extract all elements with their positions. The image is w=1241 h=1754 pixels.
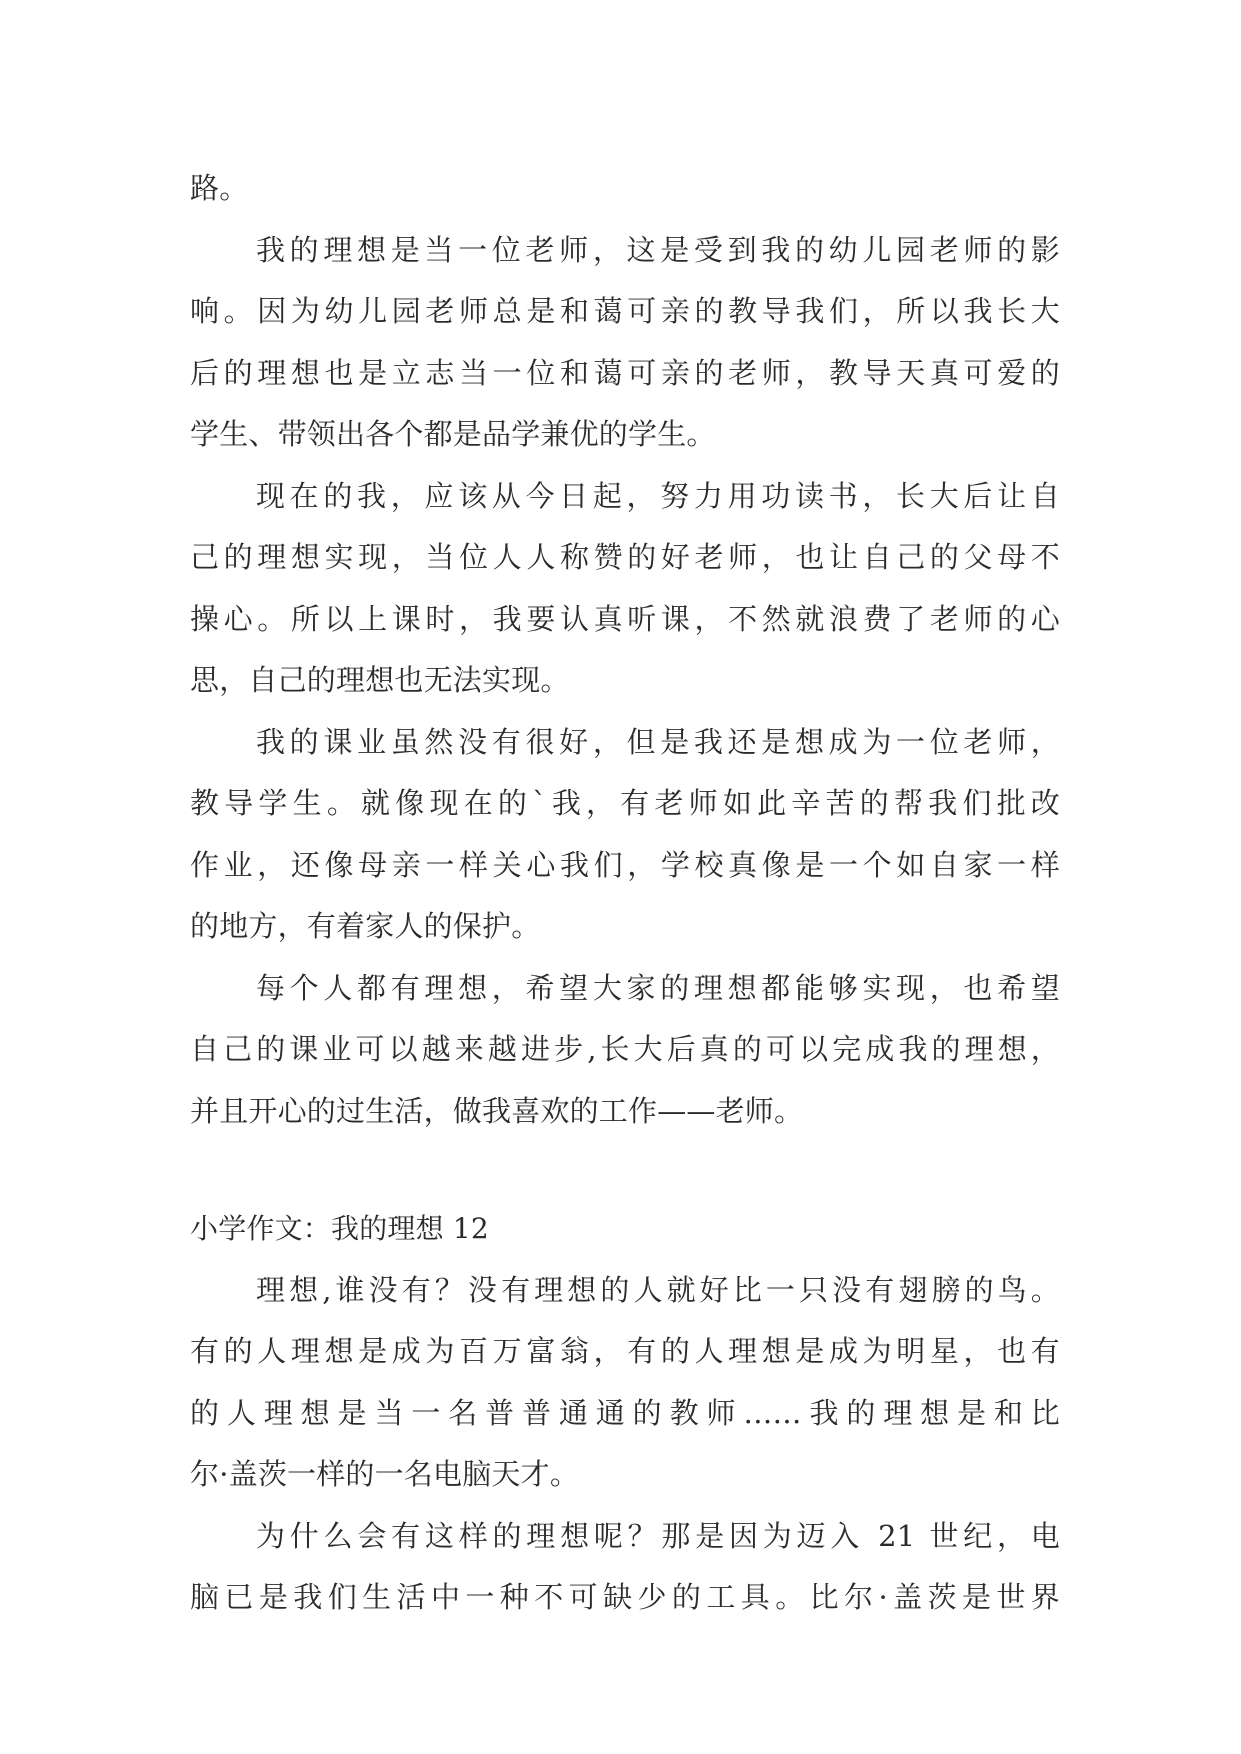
paragraph (190, 1506, 1060, 1629)
text-line: 现在的我，应该从今日起，努力用功读书，长大后让自 (256, 478, 1060, 513)
text-line: 后的理想也是立志当一位和蔼可亲的老师，教导天真可爱的 (190, 355, 1060, 390)
text-line: 响。因为幼儿园老师总是和蔼可亲的教导我们，所以我长大 (190, 294, 1060, 328)
text-line: 的人理想是当一名普普通通的教师……我的理想是和比 (190, 1395, 1060, 1430)
continuation-line: 路。 (190, 171, 249, 205)
text-line: 并且开心的过生活，做我喜欢的工作——老师。 (190, 1093, 804, 1128)
text-line: 自己的课业可以越来越进步,长大后真的可以完成我的理想， (190, 1032, 1060, 1066)
text-line: 教导学生。就像现在的`我，有老师如此辛苦的帮我们批改 (190, 786, 1060, 820)
document-body (190, 158, 1060, 1629)
text-line: 操心。所以上课时，我要认真听课，不然就浪费了老师的心 (190, 601, 1060, 636)
text-line: 每个人都有理想，希望大家的理想都能够实现，也希望 (256, 970, 1060, 1005)
text-line: 作业，还像母亲一样关心我们，学校真像是一个如自家一样 (190, 847, 1060, 882)
text-line: 理想,谁没有？没有理想的人就好比一只没有翅膀的鸟。 (256, 1272, 1060, 1307)
section-title: 小学作文：我的理想 12 (190, 1212, 489, 1245)
paragraph (190, 466, 1060, 712)
paragraph (190, 220, 1060, 466)
paragraph (190, 1260, 1060, 1506)
text-line: 有的人理想是成为百万富翁，有的人理想是成为明星，也有 (190, 1334, 1060, 1368)
text-line: 思，自己的理想也无法实现。 (190, 663, 570, 697)
text-line: 为什么会有这样的理想呢？那是因为迈入 21 世纪，电 (256, 1518, 1060, 1553)
paragraph (190, 712, 1060, 958)
text-line: 我的课业虽然没有很好，但是我还是想成为一位老师， (256, 724, 1060, 759)
text-line: 的地方，有着家人的保护。 (190, 909, 541, 943)
section-gap (190, 1142, 1060, 1198)
text-line: 尔·盖茨一样的一名电脑天才。 (190, 1457, 580, 1491)
text-line: 学生、带领出各个都是品学兼优的学生。 (190, 417, 716, 451)
text-line: 脑已是我们生活中一种不可缺少的工具。比尔·盖茨是世界 (190, 1580, 1060, 1614)
text-line: 己的理想实现，当位人人称赞的好老师，也让自己的父母不 (190, 540, 1060, 574)
text-line: 我的理想是当一位老师，这是受到我的幼儿园老师的影 (256, 232, 1060, 267)
paragraph (190, 958, 1060, 1143)
